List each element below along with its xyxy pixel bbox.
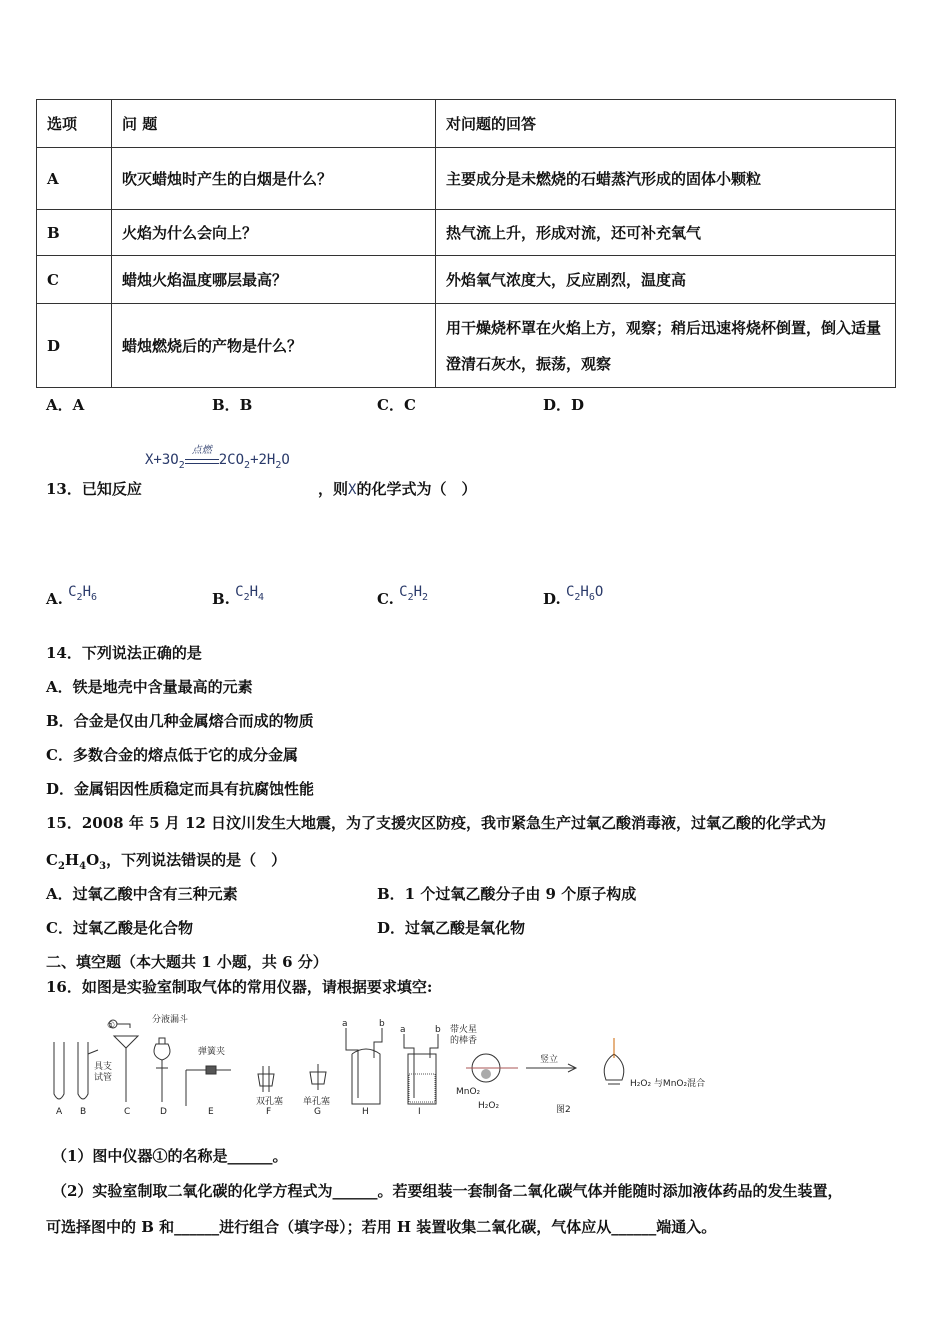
q13-stem: ，则X的化学式为（ ） (318, 480, 477, 498)
q13-option-c: C. $C_2H_2$ (377, 584, 429, 608)
q12-option-a: A．A (46, 396, 85, 414)
q15-option-a: A．过氧乙酸中含有三种元素 (46, 885, 238, 903)
arrow (526, 1064, 576, 1072)
label-double-hole: 双孔塞 (256, 1097, 284, 1107)
label-funnel: 分液漏斗 (152, 1015, 189, 1025)
q13-option-b: B. $C_2H_4$ (212, 584, 265, 608)
label-upright: 竖立 (540, 1055, 559, 1065)
row-option: C (37, 256, 112, 304)
q16-sub2-line2: 可选择图中的 B 和______进行组合（填字母）；若用 H 装置收集二氧化碳，气体应从______端通入。 (46, 1218, 717, 1236)
letter-g: G (314, 1107, 321, 1117)
q15-option-c: C．过氧乙酸是化合物 (46, 919, 193, 937)
q14-option-a: A．铁是地壳中含量最高的元素 (46, 678, 253, 696)
label-mix: H₂O₂ 与MnO₂混合 (630, 1079, 706, 1089)
letter-f: F (266, 1107, 272, 1117)
q12-option-c: C．C (377, 396, 416, 414)
q14-option-d: D．金属铝因性质稳定而具有抗腐蚀性能 (46, 780, 315, 798)
table-row (37, 304, 896, 388)
label-fig2: 图2 (556, 1105, 571, 1115)
row-question: 火焰为什么会向上？ (112, 210, 436, 256)
row-answer: 热气流上升，形成对流，还可补充氧气 (436, 210, 896, 256)
q14-option-b: B．合金是仅由几种金属熔合而成的物质 (46, 712, 314, 730)
letter-c: C (124, 1107, 131, 1117)
q13-option-a: A. $C_2H_6$ (46, 584, 98, 608)
row-answer: 主要成分是未燃烧的石蜡蒸汽形成的固体小颗粒 (436, 148, 896, 210)
q14-option-c: C．多数合金的熔点低于它的成分金属 (46, 746, 298, 764)
label-single-hole: 单孔塞 (303, 1097, 331, 1107)
letter-e: E (208, 1107, 214, 1117)
q16-sub1: （1）图中仪器①的名称是______。 (52, 1147, 288, 1165)
q13-equation: $X+3O_2$ 点燃 $2CO_2+2H_2O$ (145, 452, 290, 471)
q13-option-d: D. $C_2H_6O$ (543, 584, 604, 608)
table-header: 对问题的回答 (436, 100, 896, 148)
label-h-b: b (379, 1019, 385, 1029)
q13-stem-prefix: 13．已知反应 (46, 480, 142, 498)
q15-stem-line1: 15．2008 年 5 月 12 日汶川发生大地震，为了支援灾区防疫，我市紧急生产过氧乙酸消毒液，过氧乙酸的化学式为 (46, 814, 827, 832)
q15-stem-line2: $C_2H_4O_3$，下列说法错误的是（ ） (46, 851, 287, 872)
table-row (37, 256, 896, 304)
row-question: 吹灭蜡烛时产生的白烟是什么？ (112, 148, 436, 210)
q16-sub2-line1: （2）实验室制取二氧化碳的化学方程式为______。若要组装一套制备二氧化碳气体并能随时添加液体药品的发生装置， (52, 1182, 843, 1200)
q12-option-b: B．B (212, 396, 253, 414)
separatory-funnel-d (154, 1044, 170, 1060)
row-answer: 外焰氧气浓度大，反应剧烈，温度高 (436, 256, 896, 304)
label-i-b: b (435, 1025, 441, 1035)
branched-tube-b (78, 1042, 88, 1099)
section-heading: 二、填空题（本大题共 1 小题，共 6 分） (46, 953, 328, 971)
double-hole-stopper-f (258, 1074, 274, 1086)
row-option: D (37, 304, 112, 388)
letter-i: I (418, 1107, 421, 1117)
washing-bottle-i (408, 1054, 436, 1104)
row-option: A (37, 148, 112, 210)
row-question: 蜡烛火焰温度哪层最高？ (112, 256, 436, 304)
q15-option-d: D．过氧乙酸是氧化物 (377, 919, 526, 937)
gas-bottle-h (352, 1049, 380, 1104)
reaction-condition: 点燃 (191, 445, 212, 456)
label-mno2: MnO₂ (456, 1087, 481, 1097)
apparatus-letters (56, 1107, 421, 1117)
label-circle-1: ① (107, 1021, 116, 1031)
q16-stem: 16．如图是实验室制取气体的常用仪器，请根据要求填空: (46, 978, 433, 996)
row-option: B (37, 210, 112, 256)
row-question: 蜡烛燃烧后的产物是什么？ (112, 304, 436, 388)
table-header: 选项 (37, 100, 112, 148)
label-i-a: a (400, 1025, 406, 1035)
letter-a: A (56, 1107, 63, 1117)
label-h-a: a (342, 1019, 348, 1029)
table-row (37, 210, 896, 256)
label-h2o2: H₂O₂ (478, 1101, 500, 1111)
letter-b: B (80, 1107, 87, 1117)
label-clamp: 弹簧夹 (198, 1047, 226, 1057)
question-table (36, 99, 896, 388)
table-header-row (37, 100, 896, 148)
q14-stem: 14．下列说法正确的是 (46, 644, 202, 662)
row-answer: 用干燥烧杯罩在火焰上方，观察；稍后迅速将烧杯倒置，倒入适量澄清石灰水，振荡，观察 (436, 304, 896, 388)
letter-h: H (362, 1107, 369, 1117)
table-header: 问 题 (112, 100, 436, 148)
lab-apparatus-figure (46, 1014, 716, 1124)
long-funnel-c (114, 1036, 138, 1048)
label-incense: 带火星的棒香 (450, 1025, 478, 1046)
table-row (37, 148, 896, 210)
q15-option-b: B．1 个过氧乙酸分子由 9 个原子构成 (377, 885, 637, 903)
test-tube-a (54, 1042, 64, 1099)
letter-d: D (160, 1107, 167, 1117)
label-branched-tube: 具支试管 (94, 1062, 113, 1083)
q12-option-d: D．D (543, 396, 585, 414)
